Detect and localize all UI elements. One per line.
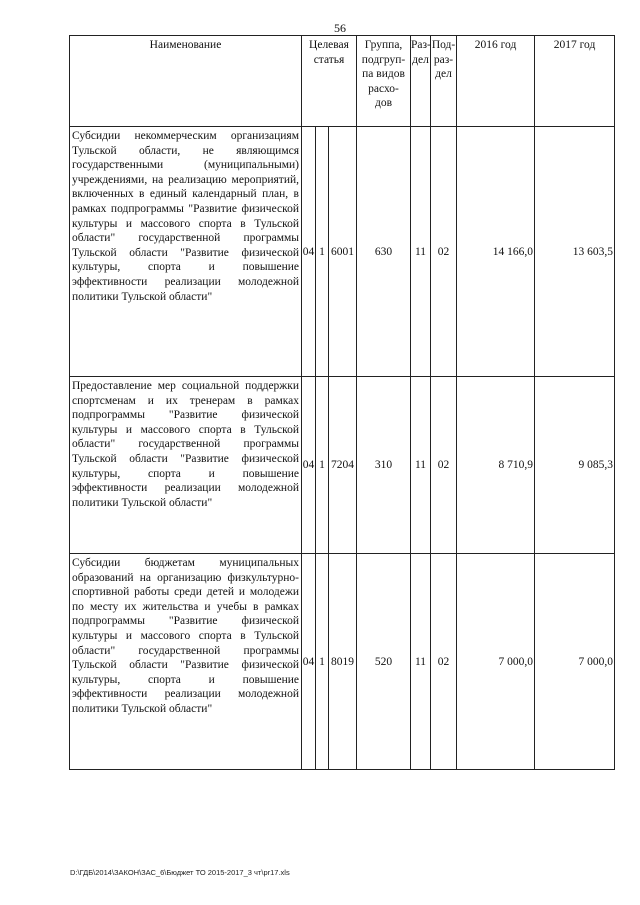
row-section: 11 <box>411 377 431 554</box>
row-name: Субсидии бюджетам муниципальных образований на организацию физкультурно-спортивной работы среди детей и молодежи по месту их жительства и учебы в рамках подпрограммы "Развитие физической культуры и массового спорта в Тульской области" государственной программы Тульской области "Развитие физической культуры, спорта и повышение эффективности реализации молодежной политики Тульской области" <box>70 554 302 770</box>
row-subsection: 02 <box>431 127 457 377</box>
row-article-program: 04 <box>302 377 316 554</box>
table-row <box>70 127 615 377</box>
row-subsection: 02 <box>431 377 457 554</box>
header-section: Раз- дел <box>411 36 431 127</box>
row-article-code: 7204 <box>329 377 357 554</box>
row-article-program: 04 <box>302 127 316 377</box>
row-expense-group: 310 <box>357 377 411 554</box>
header-year-2017: 2017 год <box>535 36 615 127</box>
row-article-code: 6001 <box>329 127 357 377</box>
header-target-article: Целевая статья <box>302 36 357 127</box>
budget-table <box>69 35 615 770</box>
row-section: 11 <box>411 127 431 377</box>
header-row <box>70 36 615 127</box>
row-article-subprogram: 1 <box>316 554 329 770</box>
table-row <box>70 377 615 554</box>
row-article-program: 04 <box>302 554 316 770</box>
row-value-2017: 9 085,3 <box>535 377 615 554</box>
header-year-2016: 2016 год <box>457 36 535 127</box>
row-subsection: 02 <box>431 554 457 770</box>
row-name: Предоставление мер социальной поддержки спортсменам и их тренерам в рамках подпрограммы "Развитие физической культуры и массового спорта в Тульской области" государственной программы Тульской области "Развитие физической культуры, спорта и повышение эффективности реализации молодежной политики Тульской области" <box>70 377 302 554</box>
row-expense-group: 520 <box>357 554 411 770</box>
file-path-footer: D:\ГДБ\2014\ЗАКОН\ЗАС_6\Бюджет ТО 2015-2017_3 чт\pr17.xls <box>70 868 290 877</box>
row-expense-group: 630 <box>357 127 411 377</box>
row-value-2016: 8 710,9 <box>457 377 535 554</box>
header-name: Наименование <box>70 36 302 127</box>
row-name: Субсидии некоммерческим организациям Тульской области, не являющимся государственными (муниципальными) учреждениями, на реализацию мероприятий, включенных в единый календарный план, в рамках подпрограммы "Развитие физической культуры и массового спорта в Тульской области" государственной программы Тульской области "Развитие физической культуры, спорта и повышение эффективности реализации молодежной политики Тульской области" <box>70 127 302 377</box>
row-article-subprogram: 1 <box>316 127 329 377</box>
row-section: 11 <box>411 554 431 770</box>
row-article-subprogram: 1 <box>316 377 329 554</box>
row-value-2016: 7 000,0 <box>457 554 535 770</box>
header-expense-group: Группа, подгруп- па видов расхо- дов <box>357 36 411 127</box>
row-value-2017: 13 603,5 <box>535 127 615 377</box>
table-row <box>70 554 615 770</box>
page-number: 56 <box>334 21 346 35</box>
header-subsection: Под- раз- дел <box>431 36 457 127</box>
row-value-2017: 7 000,0 <box>535 554 615 770</box>
row-value-2016: 14 166,0 <box>457 127 535 377</box>
row-article-code: 8019 <box>329 554 357 770</box>
